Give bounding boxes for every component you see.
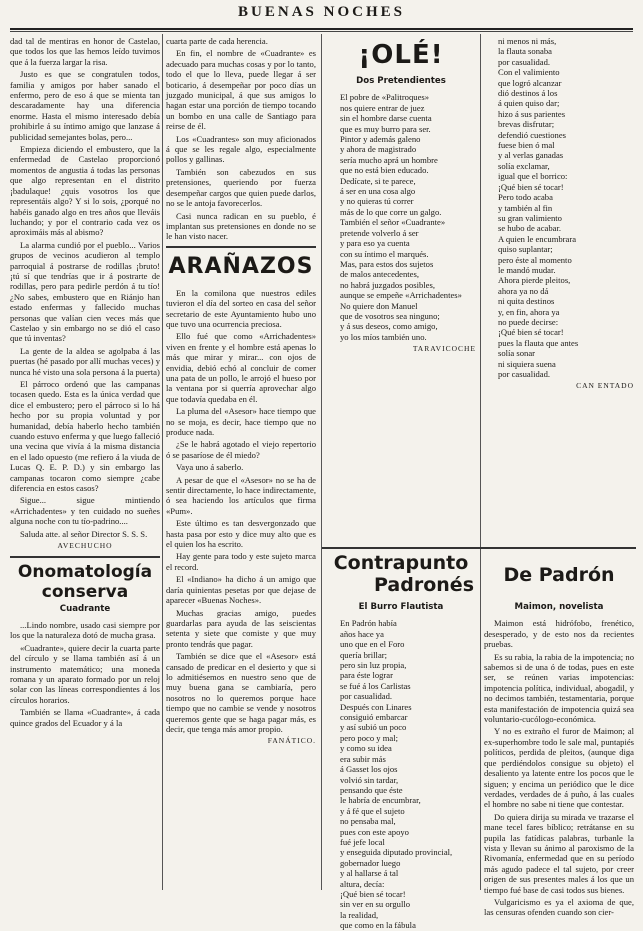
verse-line: ¡Qué bien sé tocar! xyxy=(340,888,406,899)
verse-line: á Gasset los ojos xyxy=(340,764,398,775)
verse-line: la flauta sonaba xyxy=(498,46,552,57)
verse-line: á ser en una cosa algo xyxy=(340,186,416,197)
verse-line: También el señor «Cuadrante» xyxy=(340,217,446,228)
signature: CAN ENTADO xyxy=(576,381,634,391)
verse-line: y al hallarse á tal xyxy=(340,868,399,879)
verse-line: y, en fin, ahora ya xyxy=(498,306,560,317)
verse-line: gobernador luego xyxy=(340,857,401,868)
col1-paragraphs xyxy=(10,36,160,539)
column-divider xyxy=(162,34,163,890)
column-1 xyxy=(10,36,160,888)
verse-line: no puede decirse: xyxy=(498,316,559,327)
verse-line: por casualidad. xyxy=(498,56,551,67)
verse-line: y también al fin xyxy=(498,202,553,213)
paragraph: Sigue... sigue mintiendo «Arrichadentes» y ten cuidado no sueñes alguna noche con tu tío-padrino.... xyxy=(10,495,160,527)
paragraph: Y no es extraño el furor de Maimon; al ex-superhombre todo le sale mal, puntapiés políticos, perdida de pleitos, (aunque diga que perdiéndolos consigue su objeto) el desaliento ya latente entre los pocos que le siguen; y encima un periódico que le dice verdades, verdades de á puño, á las cuales el hombre no sabe ni tiene que contestar. xyxy=(484,726,634,810)
paragraph: Hay gente para todo y este sujeto marca el record. xyxy=(166,551,316,572)
verse-line: años hace ya xyxy=(340,628,384,639)
paragraph: ...Lindo nombre, usado casi siempre por los que la naturaleza dotó de mucha grasa. xyxy=(10,619,160,641)
verse-line: por casualidad. xyxy=(340,691,393,702)
verse-line: y no quieras tú correr xyxy=(340,196,414,207)
section-subheading: El Burro Flautista xyxy=(358,602,444,612)
verse-line: á quien quiso dar; xyxy=(498,98,560,109)
paragraph: En la comilona que nuestros ediles tuvieron el día del sorteo en casa del señor secretario de este Ayuntamiento hubo uno que tuvo una ocurrencia preciosa. xyxy=(166,287,316,329)
spread-headings xyxy=(326,552,634,600)
verse-line: Dedícate, si te parece, xyxy=(340,175,416,186)
column-3 xyxy=(326,36,476,548)
verse-line: no pensaba mal, xyxy=(340,816,396,827)
verse-line: pero sin luz propia, xyxy=(340,660,407,671)
verse-line: ni siquiera suena xyxy=(498,358,556,369)
paragraph: Do quiera dirija su mirada ve trazarse el mane tecel fares bíblico; retrátanse en su pupila las fatídicas palabras, turbanle la vista y llevan su ánimo al paroxismo de la Rivomanía, enfermedad que en su período más agudo padece el tal sujeto, por creer origen de sus presentes males á los que un tiempo fué base de casi todos sus bienes. xyxy=(484,811,634,895)
paragraph: La gente de la aldea se agolpaba á las puertas (hé pasado por allí muchas veces) y nunca hé visto una sola persona á la puerta) xyxy=(10,345,160,377)
verse-line: solía exclamar, xyxy=(498,160,550,171)
section-heading: De Padrón xyxy=(503,564,615,586)
verse-line: que como en la fábula xyxy=(340,920,416,931)
verse-line: que de vosotros sea ninguno; xyxy=(340,310,440,321)
paragraph: La alarma cundió por el pueblo... Varios grupos de vecinos acudieron al templo parroquial á postrarse de rodillas ¡bruto! ¡tú sí que tendrías que ir á postrarte de rodillas, pero para pedirle perdón á tu tío! ¿No sabes, embustero que en Riánjo han estado enfermas y fallecido muchas personas que valían cien veces más que Castelao y sin embargo no se dió el caso que tú inventas? xyxy=(10,239,160,344)
signature: FANÁTICO. xyxy=(267,736,316,746)
verse-line: El pobre de «Palitroques» xyxy=(340,92,430,103)
verse-line: Después con Linares xyxy=(340,701,412,712)
poem-verse xyxy=(326,618,476,930)
masthead-rule-thin xyxy=(10,31,633,32)
paragraph: A pesar de que el «Asesor» no se ha de sentir directamente, lo hace indirectamente, ó sea haciendo los artículos que firma «Pum». xyxy=(166,474,316,516)
paragraph: Los «Cuadrantes» son muy aficionados á que se les regale algo, especialmente pollos y gallinas. xyxy=(166,133,316,165)
verse-line: se fué á los Carlistas xyxy=(340,680,411,691)
section-subheading: Maimon, novelista xyxy=(514,602,604,612)
paragraph: Ello fué que como «Arrichadentes» viven en frente y el hombre está apenas lo más que mirar y mirar... con ojos de envidia, debió echó al concluir de comer una pata de un pollo, le arrojó el hueso por la ventana por si querría aprovechar algo que todavía quedaba en él. xyxy=(166,331,316,404)
verse-line: por casualidad. xyxy=(498,369,551,379)
paragraph: ¿Se le habrá agotado el viejo repertorio ó se pasaríose de él miedo? xyxy=(166,439,316,460)
verse-line: yo los míos también uno. xyxy=(340,331,427,342)
verse-line: y como su idea xyxy=(340,743,392,754)
verse-line: y á fé que el sujeto xyxy=(340,805,405,816)
verse-line: de malos antecedentes, xyxy=(340,269,419,280)
verse-line: le mandó mudar. xyxy=(498,264,556,275)
verse-line: ahora ya no dá xyxy=(498,285,549,296)
verse-line: pero poco y mal; xyxy=(340,732,398,743)
verse-line: y ahora de magistrado xyxy=(340,144,417,155)
paragraph: «Cuadrante», quiere decir la cuarta parte del círculo y se llama también así á un instrumento matemático; una moneda romana y un aparato formado por un reloj solar con las líneas correspondientes á los círculos horarios. xyxy=(10,642,160,705)
verse-line: le habría de encumbrar, xyxy=(340,795,421,806)
verse-line: quiso suplantar; xyxy=(498,244,553,255)
paragraph: cuarta parte de cada herencia. xyxy=(166,36,268,46)
verse-line: igual que el borrico: xyxy=(498,171,568,182)
paragraph: La pluma del «Asesor» hace tiempo que no se moja, es decir, hace tiempo que no produce nada. xyxy=(166,406,316,437)
verse-line: que es muy burro para ser. xyxy=(340,123,431,134)
verse-line: y para eso ya cuenta xyxy=(340,238,410,249)
paragraph: También se dice que el «Asesor» está cansado de predicar en el desierto y que si lo admitiésemos en nuestro seno que de muy buena gana se cambiaría, pero nosotros no lo queremos porque hace tiempo que no cambie se vende y nosotros queremos gente que se haga pagar más, es decir, que tenga más amor propio. xyxy=(166,651,316,734)
section-rule xyxy=(322,547,636,549)
verse-line: que no está bien educado. xyxy=(340,165,429,176)
verse-line: pensando que éste xyxy=(340,784,403,795)
verse-line: solía sonar xyxy=(498,348,535,359)
paragraph: Este último es tan desvergonzado que hasta pasa por esto y dice muy alto que es el quien los ha escrito. xyxy=(166,518,316,550)
verse-line: volvió sin tardar, xyxy=(340,774,399,785)
section-heading: ARAÑAZOS xyxy=(168,253,314,279)
section-heading: Onomatología conserva xyxy=(17,561,153,602)
verse-line: no habrá juzgados posibles, xyxy=(340,279,435,290)
verse-line: y al verlas ganadas xyxy=(498,150,564,161)
verse-line: ¡Qué bien sé tocar! xyxy=(498,181,564,192)
paragraph: El «Indiano» ha dicho á un amigo que daría quinientas pesetas por que dejase de aparecer «Buenas Noches». xyxy=(166,574,316,606)
paragraph: Casi nunca radican en su pueblo, é implantan sus pretensiones en donde no se le han visto nacer. xyxy=(166,210,316,242)
verse-line: que logró alcanzar xyxy=(498,77,562,88)
masthead: BUENAS NOCHES xyxy=(238,4,405,20)
verse-line: ¡Qué bien sé tocar! xyxy=(498,327,564,338)
section-heading: ¡OLÉ! xyxy=(358,40,444,70)
section-heading: Padronés xyxy=(374,574,474,596)
verse-line: hizo á sus parientes xyxy=(498,108,566,119)
column-2 xyxy=(166,36,316,888)
section-heading: Contrapunto xyxy=(333,552,469,574)
verse-line: brevas disfrutar; xyxy=(498,119,555,130)
signature: AVECHUCHO xyxy=(57,541,113,551)
paragraph: Es su rabia, la rabia de la impotencia; no sabemos si de una ó de todas, pues en este ser, se reúnen varias impotencias: impotencia política, individual, abogadil, y no decimos también, testamentaria, porque esta manifestación de impotencia quizá sea voluntario-cucólogo-económica. xyxy=(484,651,634,725)
paragraph: También se llama «Cuadrante», á cada quince grados del Ecuador y á la xyxy=(10,707,160,728)
verse-line: ni quita destinos xyxy=(498,296,555,307)
poem-verse xyxy=(484,36,634,379)
verse-line: Con el valimiento xyxy=(498,67,560,78)
paragraph: Saluda atte. al señor Director S. S. S. xyxy=(20,528,148,539)
verse-line: fué jefe local xyxy=(340,836,385,847)
verse-line: para éste lograr xyxy=(340,670,393,681)
verse-line: defendió cuestiones xyxy=(498,129,567,140)
paragraph: Justo es que se congratulen todos, familia y amigos por haber sanado el enfermo, pero de eso á que se mienta tan descaradamente hay una diferencia enorme. Hasta el mismo interesado debía prohibirle á su íntimo amigo que lanzase á publicidad semejantes bolas, pero... xyxy=(10,69,160,142)
verse-line: pero éste al momento xyxy=(498,254,572,265)
verse-line: fuese bien ó mal xyxy=(498,140,555,151)
column-4-lower xyxy=(484,600,634,918)
verse-line: su gran valimiento xyxy=(498,212,562,223)
paragraph: Vulgaricismo es ya el axioma de que, las censuras ofenden cuando son cier- xyxy=(484,896,634,918)
verse-line: sin el hombre darse cuenta xyxy=(340,113,432,124)
verse-line: En Padrón había xyxy=(340,618,397,629)
column-3-lower xyxy=(326,600,476,931)
section-subheading: Cuadrante xyxy=(59,603,111,614)
verse-line: Pero todo acaba xyxy=(498,192,553,203)
verse-line: aunque se empeñe «Arrichadentes» xyxy=(340,290,462,301)
verse-line: era subir más xyxy=(340,753,386,764)
verse-line: pretende volverlo á ser xyxy=(340,227,419,238)
verse-line: quería brillar; xyxy=(340,649,388,660)
verse-line: pues la flauta que antes xyxy=(498,337,579,348)
verse-line: pues con este apoyo xyxy=(340,826,409,837)
section-rule xyxy=(10,556,160,558)
verse-line: con su íntimo el marqués. xyxy=(340,248,429,259)
verse-line: y á sus deseos, como amigo, xyxy=(340,321,438,332)
verse-line: y enseguida diputado provincial, xyxy=(340,847,453,858)
verse-line: A quien le encumbrara xyxy=(498,233,577,244)
signature: TARAVICOCHE xyxy=(412,344,476,354)
column-divider xyxy=(321,34,322,890)
paragraph: El párroco ordenó que las campanas tocasen quedo. Esta es la única verdad que dice el embustero; pero el párroco si lo há hecho por su propia voluntad y por humanidad, debía haberlo hecho también cuando estuvo enferma y que luego falleció una vecina que vivía á la misma distancia en el lado opuesto (me refiero á la viuda de Lucas Q. E. P. D.) y sin embargo las campanas tocaron como siempre ¿cabe diferencia en estos casos? xyxy=(10,379,160,494)
paragraph: Muchas gracias amigo, puedes guardarlas para ayuda de las seiscientas setenta y siete que comiste y que muy pronto tendrás que pagar. xyxy=(166,607,316,649)
verse-line: se hubo de acabar. xyxy=(498,223,561,234)
paragraph: También son cabezudos en sus pretensiones, queriendo por fuerza desempeñar cargos que quien puede darlos, no se le antoja favorecerlos. xyxy=(166,166,316,209)
verse-line: sería mucho aprá un hombre xyxy=(340,154,438,165)
paragraph: Empieza diciendo el embustero, que la enfermedad de Castelao proporcionó momentos de angustia á todas las personas que algo representan en el distrito ¡badulaque! ¿quis vosotros los que representáis algo? Y si lo sois, ¿porqué no habéis ganado algo en tres años que lleváis luchando; y por el contrario cada vez os aproximáis más al abismo? xyxy=(10,144,160,238)
verse-line: altura, decía: xyxy=(340,878,385,889)
verse-line: Mas, para estos dos sujetos xyxy=(340,258,434,269)
section-subheading: Dos Pretendientes xyxy=(356,76,446,86)
verse-line: ni menos ni más, xyxy=(498,36,557,46)
verse-line: Ahora pierde pleitos, xyxy=(498,275,571,286)
verse-line: nos quiere entrar de juez xyxy=(340,102,425,113)
paragraph: Maimon está hidrófobo, frenético, desesperado, y de esto nos da recientes pruebas. xyxy=(484,618,634,650)
verse-line: dió destinos á los xyxy=(498,88,558,99)
verse-line: Pintor y además galeno xyxy=(340,134,421,145)
poem-verse xyxy=(326,92,476,342)
verse-line: sin ver en su orgullo xyxy=(340,899,411,910)
verse-line: uno que en el Foro xyxy=(340,639,405,650)
paragraph: Vaya uno á saberlo. xyxy=(176,462,244,473)
masthead-rule xyxy=(10,28,633,30)
verse-line: la realidad, xyxy=(340,909,379,920)
paragraph: dad tal de mentiras en honor de Castelao, que todos los que las hemos leído tuvimos que á la fuerza largar la risa. xyxy=(10,36,160,67)
verse-line: consiguió embarcar xyxy=(340,712,408,723)
paragraph: En fin, el nombre de «Cuadrante» es adecuado para muchas cosas y por lo tanto, todo el que lo lleva, puede llegar á ser boticario, á desempeñar por poco días un juzgado municipal, á que sus amigos lo hagan estar una porción de tiempo tocando un bombo en una calle de Santiago para reirse de él. xyxy=(166,48,316,132)
column-divider xyxy=(480,34,481,890)
column-4 xyxy=(484,36,634,548)
verse-line: y así subió un poco xyxy=(340,722,407,733)
verse-line: más de lo que corre un galgo. xyxy=(340,206,442,217)
section-rule xyxy=(166,246,316,248)
verse-line: No quiere don Manuel xyxy=(340,300,418,311)
